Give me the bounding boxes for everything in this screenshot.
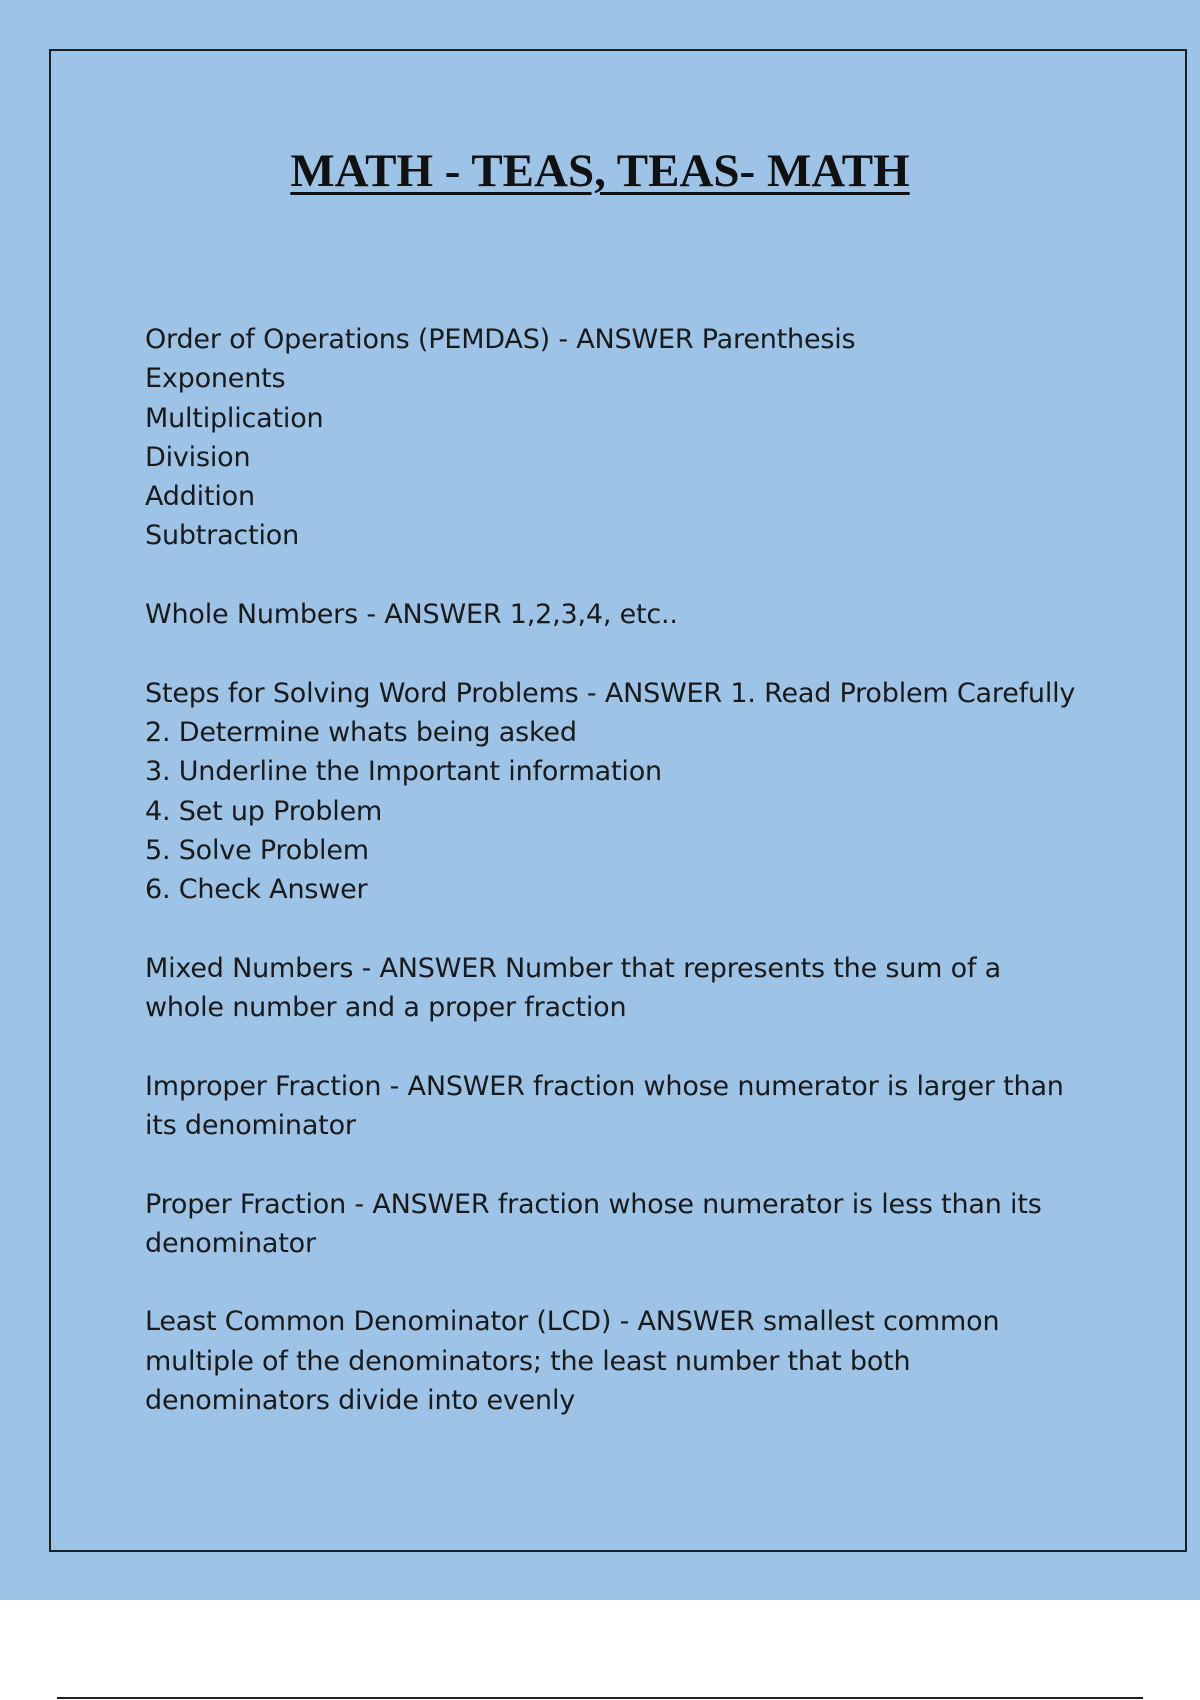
card-word-problems-step: 2. Determine whats being asked <box>145 716 577 748</box>
page-title <box>0 140 1200 202</box>
card-pemdas-question: Order of Operations (PEMDAS) <box>145 324 550 355</box>
card-proper-fraction <box>145 1185 1085 1264</box>
card-pemdas-line: Subtraction <box>145 520 299 552</box>
card-lcd <box>145 1302 1085 1420</box>
card-improper-fraction-text: Improper Fraction - ANSWER fraction whose numerator is larger than its denominator <box>145 1070 1064 1141</box>
card-mixed-numbers-text: Mixed Numbers - ANSWER Number that represents the sum of a whole number and a proper fraction <box>145 952 1001 1024</box>
card-pemdas-separator: - ANSWER <box>549 324 702 355</box>
card-word-problems-step: 3. Underline the Important information <box>145 756 662 788</box>
card-pemdas-line: Division <box>145 441 251 473</box>
flashcard-list <box>145 320 1085 1460</box>
card-lcd-line: multiple of the denominators; the least number that both <box>145 1345 911 1377</box>
card-pemdas-line: Exponents <box>145 363 286 395</box>
card-word-problems <box>145 674 1085 910</box>
card-mixed-numbers <box>145 949 1085 1028</box>
card-pemdas <box>145 320 1085 556</box>
card-improper-fraction <box>145 1067 1085 1146</box>
card-word-problems-step: 5. Solve Problem <box>145 834 369 866</box>
card-pemdas-line: Addition <box>145 481 255 513</box>
card-pemdas-heading <box>145 320 1085 359</box>
footer-rule <box>57 1697 1143 1699</box>
card-whole-numbers-text: Whole Numbers - ANSWER 1,2,3,4, etc.. <box>145 599 678 631</box>
card-word-problems-step: 4. Set up Problem <box>145 795 383 827</box>
card-lcd-line: denominators divide into evenly <box>145 1385 576 1417</box>
card-whole-numbers <box>145 595 1085 634</box>
card-word-problems-heading: Steps for Solving Word Problems - ANSWER 1. Read Problem Carefully <box>145 677 1076 709</box>
page-title-text: MATH - TEAS, TEAS- MATH <box>290 145 910 197</box>
card-lcd-line: Least Common Denominator (LCD) - ANSWER smallest common <box>145 1306 1000 1338</box>
card-pemdas-line: Multiplication <box>145 402 324 434</box>
card-proper-fraction-text: Proper Fraction - ANSWER fraction whose numerator is less than its denominator <box>145 1188 1042 1259</box>
card-pemdas-answer-first: Parenthesis <box>701 324 856 355</box>
card-word-problems-step: 6. Check Answer <box>145 874 368 906</box>
